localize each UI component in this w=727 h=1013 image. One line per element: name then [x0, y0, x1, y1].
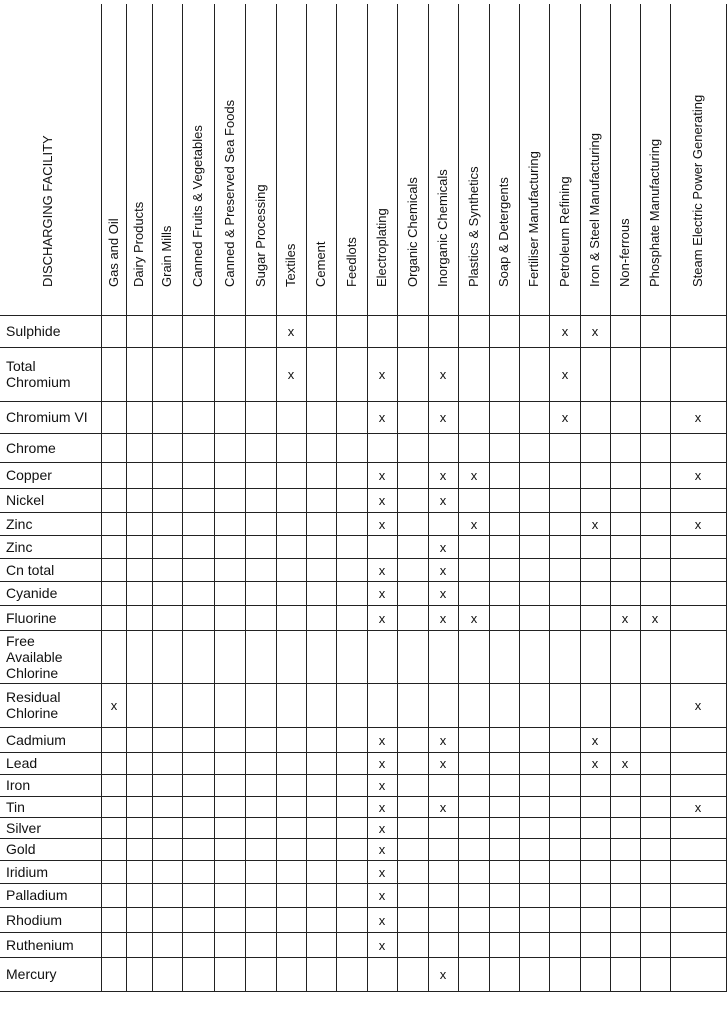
row-label: Total Chromium — [6, 358, 71, 390]
row-divider — [0, 401, 727, 402]
cell-mark: x — [378, 493, 386, 508]
column-divider — [336, 4, 337, 991]
row-label: Chromium VI — [6, 409, 88, 425]
cell-mark: x — [378, 821, 386, 836]
row-divider — [0, 907, 727, 908]
cell-mark: x — [378, 563, 386, 578]
row-divider — [0, 488, 727, 489]
cell-mark: x — [561, 367, 569, 382]
cell-mark: x — [378, 611, 386, 626]
column-divider — [519, 4, 520, 991]
cell-mark: x — [439, 468, 447, 483]
row-divider — [0, 817, 727, 818]
column-header: Phosphate Manufacturing — [647, 138, 662, 287]
row-divider — [0, 630, 727, 631]
row-label: Mercury — [6, 966, 57, 982]
row-divider — [0, 860, 727, 861]
row-label: Sulphide — [6, 323, 61, 339]
cell-mark: x — [694, 517, 702, 532]
cell-mark: x — [287, 324, 295, 339]
cell-mark: x — [439, 586, 447, 601]
column-header: Iron & Steel Manufacturing — [587, 133, 602, 287]
row-divider — [0, 433, 727, 434]
row-divider — [0, 796, 727, 797]
column-divider — [610, 4, 611, 991]
row-divider — [0, 462, 727, 463]
row-label: Silver — [6, 820, 42, 836]
cell-mark: x — [378, 778, 386, 793]
row-divider — [0, 727, 727, 728]
column-header: Canned Fruits & Vegetables — [190, 125, 205, 287]
cell-mark: x — [378, 517, 386, 532]
cell-mark: x — [439, 563, 447, 578]
column-divider — [306, 4, 307, 991]
row-divider — [0, 535, 727, 536]
column-header: Inorganic Chemicals — [435, 169, 450, 287]
row-divider — [0, 347, 727, 348]
row-divider — [0, 957, 727, 958]
column-header: Fertiliser Manufacturing — [526, 151, 541, 287]
cell-mark: x — [378, 733, 386, 748]
cell-mark: x — [591, 733, 599, 748]
column-divider — [580, 4, 581, 991]
row-label: Gold — [6, 841, 36, 857]
cell-mark: x — [378, 913, 386, 928]
row-divider — [0, 991, 727, 992]
row-label: Iridium — [6, 864, 49, 880]
cell-mark: x — [439, 367, 447, 382]
column-header: Feedlots — [343, 237, 359, 287]
row-label: Copper — [6, 467, 52, 483]
column-header: Sugar Processing — [252, 184, 268, 287]
row-label: Zinc — [6, 516, 33, 532]
cell-mark: x — [378, 367, 386, 382]
column-divider — [489, 4, 490, 991]
cell-mark: x — [378, 410, 386, 425]
cell-mark: x — [470, 517, 478, 532]
row-divider — [0, 883, 727, 884]
row-label: Rhodium — [6, 912, 63, 928]
row-label: Residual Chlorine — [6, 689, 61, 721]
row-label: Nickel — [6, 492, 45, 508]
column-header: Dairy Products — [131, 201, 146, 287]
column-divider — [214, 4, 215, 991]
row-label: Fluorine — [6, 610, 57, 626]
cell-mark: x — [694, 698, 702, 713]
column-divider — [428, 4, 429, 991]
cell-mark: x — [470, 468, 478, 483]
column-divider — [397, 4, 398, 991]
cell-mark: x — [439, 967, 447, 982]
cell-mark: x — [439, 611, 447, 626]
column-divider — [640, 4, 641, 991]
row-label: Cadmium — [6, 732, 66, 748]
column-divider — [152, 4, 153, 991]
cell-mark: x — [694, 410, 702, 425]
row-label: Cn total — [6, 562, 55, 578]
column-header: Organic Chemicals — [404, 177, 420, 287]
cell-mark: x — [378, 756, 386, 771]
cell-mark: x — [378, 800, 386, 815]
cell-mark: x — [378, 888, 386, 903]
cell-mark: x — [439, 410, 447, 425]
column-divider — [276, 4, 277, 991]
row-divider — [0, 683, 727, 684]
row-divider — [0, 774, 727, 775]
cell-mark: x — [591, 324, 599, 339]
cell-mark: x — [439, 493, 447, 508]
row-label: Iron — [6, 777, 31, 793]
column-header: Grain Mills — [159, 225, 174, 287]
column-header: Textiles — [283, 243, 298, 287]
column-divider — [458, 4, 459, 991]
row-divider — [0, 605, 727, 606]
column-divider — [126, 4, 127, 991]
corner-label: DISCHARGING FACILITY — [40, 135, 55, 287]
cell-mark: x — [694, 800, 702, 815]
column-divider — [367, 4, 368, 991]
row-divider — [0, 315, 727, 316]
column-divider — [101, 4, 102, 991]
cell-mark: x — [287, 367, 295, 382]
column-divider — [549, 4, 550, 991]
row-label: Chrome — [6, 440, 56, 456]
row-divider — [0, 512, 727, 513]
column-header: Cement — [313, 241, 328, 287]
row-label: Free Available Chlorine — [6, 633, 63, 681]
cell-mark: x — [470, 611, 478, 626]
column-header: Non-ferrous — [617, 218, 632, 287]
row-label: Zinc — [6, 539, 33, 555]
row-divider — [0, 581, 727, 582]
cell-mark: x — [561, 410, 569, 425]
cell-mark: x — [378, 468, 386, 483]
row-divider — [0, 752, 727, 753]
row-divider — [0, 558, 727, 559]
row-divider — [0, 932, 727, 933]
row-label: Ruthenium — [6, 937, 74, 953]
row-divider — [0, 838, 727, 839]
column-header: Soap & Detergents — [496, 177, 511, 287]
cell-mark: x — [439, 756, 447, 771]
row-label: Tin — [6, 799, 25, 815]
column-header: Plastics & Synthetics — [465, 166, 481, 287]
column-header: Steam Electric Power Generating — [690, 94, 705, 287]
cell-mark: x — [561, 324, 569, 339]
row-label: Lead — [6, 755, 38, 771]
cell-mark: x — [378, 586, 386, 601]
column-divider — [245, 4, 246, 991]
cell-mark: x — [378, 938, 386, 953]
cell-mark: x — [378, 842, 386, 857]
cell-mark: x — [439, 733, 447, 748]
cell-mark: x — [651, 611, 659, 626]
column-header: Petroleum Refining — [556, 176, 572, 287]
column-header: Canned & Preserved Sea Foods — [221, 99, 237, 287]
cell-mark: x — [378, 865, 386, 880]
cell-mark: x — [621, 611, 629, 626]
cell-mark: x — [439, 540, 447, 555]
column-header: Gas and Oil — [105, 218, 121, 287]
column-divider — [670, 4, 671, 991]
column-header: Electroplating — [374, 208, 389, 287]
cell-mark: x — [591, 517, 599, 532]
cell-mark: x — [621, 756, 629, 771]
cell-mark: x — [591, 756, 599, 771]
column-divider — [182, 4, 183, 991]
row-label: Cyanide — [6, 585, 58, 601]
cell-mark: x — [694, 468, 702, 483]
cell-mark: x — [439, 800, 447, 815]
cell-mark: x — [110, 698, 118, 713]
row-label: Palladium — [6, 887, 68, 903]
